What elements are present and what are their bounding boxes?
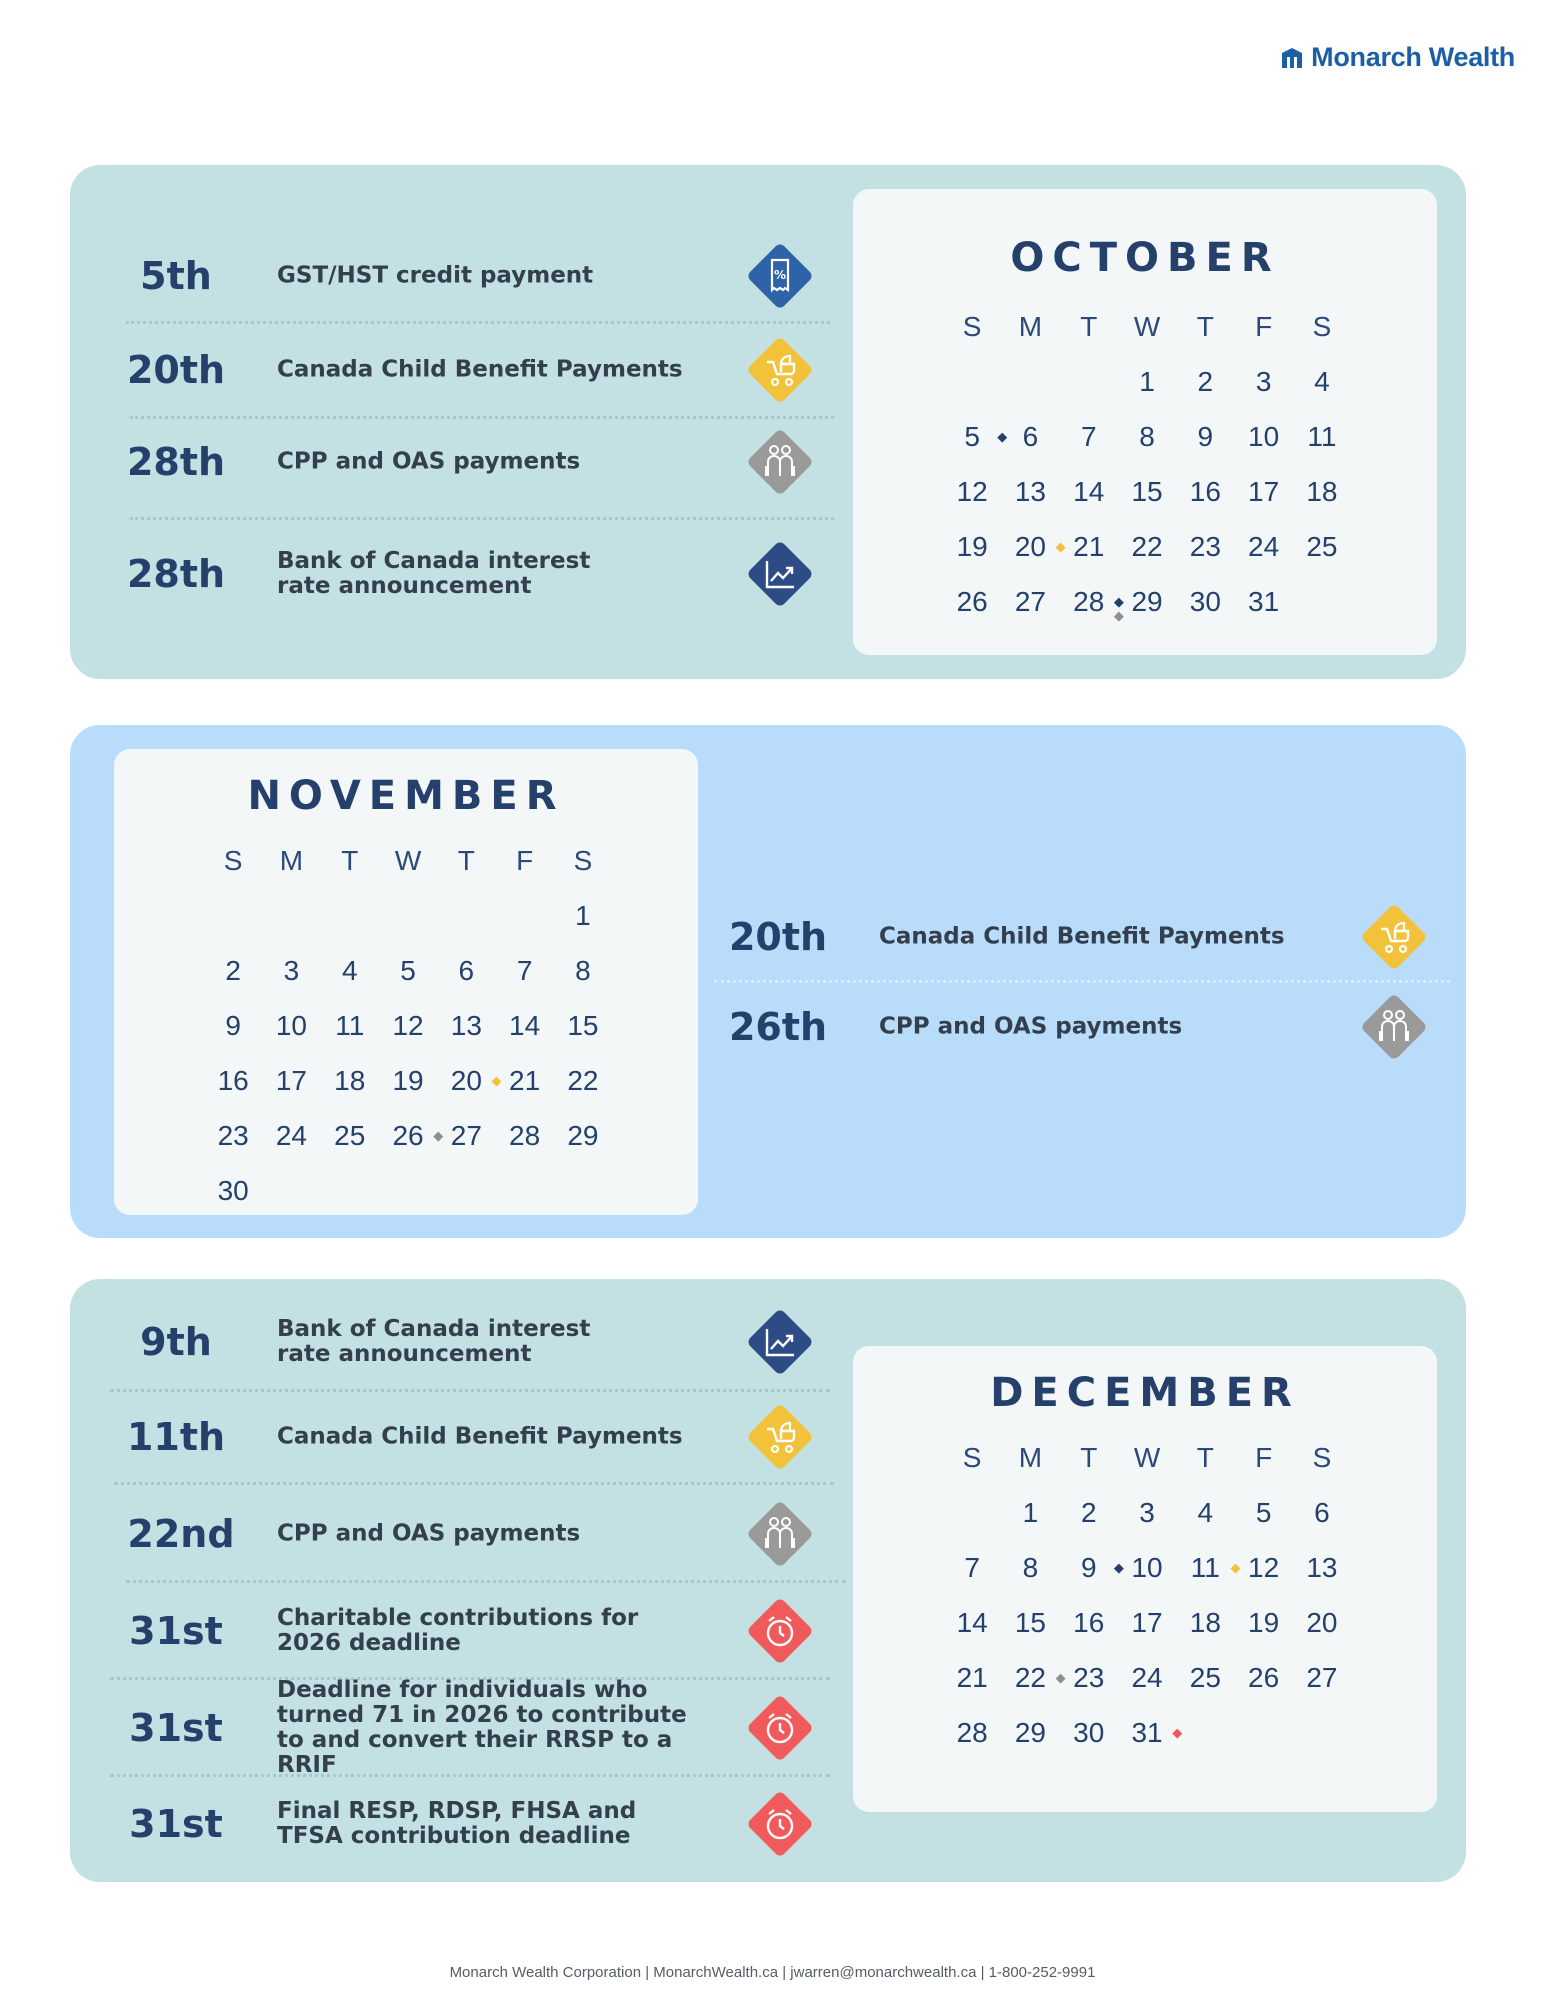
- calendar-day: 14: [956, 1607, 988, 1638]
- event-marker-icon: ◆: [1055, 1670, 1066, 1685]
- calendar-day: 1: [1022, 1497, 1039, 1528]
- divider: [126, 321, 830, 324]
- october-panel: [70, 165, 1466, 679]
- receipt-percent-icon: [742, 238, 818, 314]
- december-panel: [70, 1279, 1466, 1882]
- calendar-day: 5: [400, 955, 416, 986]
- calendar-day: 12: [1248, 1552, 1280, 1583]
- calendar-day: 30: [217, 1175, 249, 1206]
- event-text: Bank of Canada interest rate announcement: [277, 1316, 591, 1367]
- weekday-header: S: [1312, 1442, 1332, 1473]
- event-date: 31st: [129, 1802, 223, 1846]
- calendar-day: 3: [1255, 366, 1272, 397]
- event-date: 31st: [129, 1609, 223, 1653]
- calendar-day: 16: [1189, 476, 1221, 507]
- calendar-day: 24: [1248, 531, 1280, 562]
- weekday-header: T: [1196, 311, 1214, 342]
- chart-trend-icon: [742, 536, 818, 612]
- weekday-header: S: [962, 1442, 982, 1473]
- calendar-day: 17: [1248, 476, 1280, 507]
- stroller-icon: [742, 332, 818, 408]
- calendar-day: 9: [225, 1010, 241, 1041]
- event-date: 31st: [129, 1706, 223, 1750]
- calendar-day: 19: [956, 531, 988, 562]
- divider: [714, 980, 1450, 983]
- calendar-day: 20 ◆: [450, 1065, 502, 1096]
- calendar-day: 22: [1131, 531, 1163, 562]
- divider: [130, 416, 834, 419]
- empty-day: [943, 1485, 1001, 1540]
- calendar-day: 4: [1197, 1497, 1214, 1528]
- calendar-day: 10: [1131, 1552, 1163, 1583]
- empty-day: [1060, 354, 1118, 409]
- calendar-day: 8: [1022, 1552, 1039, 1583]
- calendar-day: 29: [567, 1120, 599, 1151]
- calendar-day: 2: [225, 955, 241, 986]
- empty-day: [943, 354, 1001, 409]
- event-date: 9th: [140, 1320, 212, 1364]
- event-marker-icon: ◆: [1113, 1560, 1124, 1575]
- calendar-day: 20 ◆: [1014, 531, 1066, 562]
- calendar-day: 1: [575, 900, 591, 931]
- event-marker-icon: ◆: [433, 1128, 444, 1143]
- calendar-day: 7: [516, 955, 533, 986]
- empty-day: [379, 888, 437, 943]
- event-marker-icon: ◆: [1055, 539, 1066, 554]
- weekday-header: F: [1255, 311, 1273, 342]
- weekday-header: W: [1133, 311, 1161, 342]
- empty-day: [204, 888, 262, 943]
- calendar-day: 31 ◆: [1131, 1717, 1183, 1748]
- calendar-day: 15: [1131, 476, 1163, 507]
- event-text: Deadline for individuals who turned 71 in 2026 to contribute to and convert their RRSP to a RRIF: [277, 1677, 687, 1778]
- event-date: 22nd: [127, 1512, 235, 1556]
- calendar-day: 26: [956, 586, 988, 617]
- event-text: GST/HST credit payment: [277, 262, 594, 289]
- weekday-header: T: [457, 845, 475, 876]
- calendar-day: 20: [1306, 1607, 1338, 1638]
- empty-day: [495, 888, 553, 943]
- calendar-day: 28: [956, 1717, 988, 1748]
- event-text: Charitable contributions for 2026 deadline: [277, 1605, 639, 1656]
- calendar-day: 25: [1306, 531, 1338, 562]
- calendar-day: 13: [1306, 1552, 1338, 1583]
- december-calendar: [853, 1346, 1437, 1812]
- calendar-day: 24: [275, 1120, 308, 1151]
- calendar-day: 12: [956, 476, 988, 507]
- calendar-day: 19: [392, 1065, 424, 1096]
- weekday-header: F: [516, 845, 534, 876]
- weekday-header: S: [573, 845, 593, 876]
- weekday-header: T: [1080, 311, 1098, 342]
- calendar-day: 13: [1014, 476, 1047, 507]
- event-date: 20th: [728, 915, 828, 959]
- calendar-day: 23: [1073, 1662, 1105, 1693]
- calendar-day: 2: [1197, 366, 1214, 397]
- calendar-grid: [204, 833, 612, 1218]
- calendar-day: 11 ◆: [1190, 1552, 1241, 1583]
- event-text: CPP and OAS payments: [277, 448, 581, 475]
- calendar-day: 16: [1073, 1607, 1105, 1638]
- event-text: CPP and OAS payments: [879, 1013, 1183, 1040]
- calendar-day: 13: [450, 1010, 482, 1041]
- month-title: OCTOBER: [1010, 235, 1280, 281]
- empty-day: [437, 888, 495, 943]
- month-title: NOVEMBER: [247, 773, 565, 819]
- november-panel: [70, 725, 1466, 1238]
- weekday-header: M: [279, 845, 304, 876]
- calendar-day: 11: [335, 1010, 365, 1041]
- calendar-day: 30: [1189, 586, 1221, 617]
- alarm-clock-icon: [742, 1786, 818, 1862]
- event-marker-icon: ◆: [1113, 608, 1124, 623]
- calendar-day: 15: [1014, 1607, 1047, 1638]
- divider: [110, 1389, 830, 1392]
- calendar-day: 3: [283, 955, 300, 986]
- weekday-header: F: [1255, 1442, 1273, 1473]
- calendar-day: 25: [1189, 1662, 1221, 1693]
- event-marker-icon: ◆: [491, 1073, 502, 1088]
- calendar-day: 6: [1314, 1497, 1330, 1528]
- divider: [110, 1774, 830, 1777]
- calendar-day: 23: [1189, 531, 1221, 562]
- event-date: 20th: [126, 348, 226, 392]
- divider: [114, 1482, 834, 1485]
- calendar-day: 4: [341, 955, 358, 986]
- divider: [126, 1580, 846, 1583]
- weekday-header: M: [1018, 1442, 1043, 1473]
- event-date: 28th: [126, 440, 226, 484]
- calendar-day: 28: [509, 1120, 541, 1151]
- calendar-day: 26 ◆: [392, 1120, 444, 1151]
- calendar-day: 2: [1080, 1497, 1097, 1528]
- chart-trend-icon: [742, 1304, 818, 1380]
- calendar-day: 10: [1248, 421, 1280, 452]
- calendar-day: 23: [217, 1120, 249, 1151]
- calendar-day: 14: [509, 1010, 541, 1041]
- calendar-day: 10: [275, 1010, 308, 1041]
- calendar-day: 21: [1073, 531, 1105, 562]
- calendar-day: 19: [1248, 1607, 1280, 1638]
- calendar-day: 18: [334, 1065, 366, 1096]
- calendar-day: 1: [1139, 366, 1155, 397]
- calendar-day: 18: [1306, 476, 1338, 507]
- event-text: CPP and OAS payments: [277, 1520, 581, 1547]
- event-text: Canada Child Benefit Payments: [277, 1423, 683, 1450]
- calendar-day: 3: [1139, 1497, 1155, 1528]
- seniors-icon: [742, 424, 818, 500]
- brand-logo: [1281, 42, 1515, 73]
- event-text: Final RESP, RDSP, FHSA and TFSA contribution deadline: [277, 1798, 637, 1849]
- stroller-icon: [742, 1399, 818, 1475]
- calendar-day: 26: [1248, 1662, 1280, 1693]
- alarm-clock-icon: [742, 1690, 818, 1766]
- calendar-day: 17: [275, 1065, 308, 1096]
- calendar-day: 17: [1131, 1607, 1163, 1638]
- weekday-header: S: [1312, 311, 1332, 342]
- calendar-day: 9 ◆: [1080, 1552, 1124, 1583]
- event-text: Canada Child Benefit Payments: [277, 356, 683, 383]
- calendar-day: 16: [217, 1065, 249, 1096]
- calendar-grid: [943, 1430, 1351, 1760]
- calendar-grid: [943, 299, 1351, 629]
- calendar-day: 21: [956, 1662, 988, 1693]
- month-title: DECEMBER: [990, 1370, 1300, 1416]
- footer-contact: Monarch Wealth Corporation | MonarchWealth.ca | jwarren@monarchwealth.ca | 1-800-252-9991: [449, 1964, 1096, 1981]
- event-marker-icon: ◆: [1172, 1725, 1183, 1740]
- calendar-day: 6: [458, 955, 475, 986]
- weekday-header: W: [1133, 1442, 1161, 1473]
- empty-day: [262, 888, 320, 943]
- event-marker-icon: ◆: [1113, 594, 1124, 609]
- weekday-header: S: [962, 311, 982, 342]
- seniors-icon: [1356, 989, 1432, 1065]
- calendar-day: 24: [1131, 1662, 1163, 1693]
- monarch-logo-icon: [1281, 47, 1303, 69]
- svg-text:%: %: [773, 268, 787, 282]
- calendar-day: 14: [1073, 476, 1105, 507]
- november-calendar: [114, 749, 698, 1215]
- event-date: 11th: [126, 1415, 226, 1459]
- stroller-icon: [1356, 899, 1432, 975]
- calendar-day: 15: [567, 1010, 599, 1041]
- calendar-day: 27: [1014, 586, 1047, 617]
- calendar-day: 27: [1306, 1662, 1338, 1693]
- calendar-day: 8: [1139, 421, 1155, 452]
- event-date: 28th: [126, 552, 226, 596]
- calendar-day: 22: [567, 1065, 599, 1096]
- brand-name: Monarch Wealth: [1311, 42, 1515, 72]
- weekday-header: W: [394, 845, 422, 876]
- weekday-header: T: [1196, 1442, 1214, 1473]
- october-calendar: [853, 189, 1437, 655]
- calendar-day: 7: [1080, 421, 1097, 452]
- calendar-day: 25: [334, 1120, 366, 1151]
- calendar-day: 9: [1197, 421, 1214, 452]
- calendar-day: 6: [1022, 421, 1039, 452]
- calendar-day: 5 ◆: [964, 421, 1008, 452]
- event-marker-icon: ◆: [1230, 1560, 1241, 1575]
- event-text: Bank of Canada interest rate announcement: [277, 548, 591, 599]
- calendar-day: 18: [1189, 1607, 1221, 1638]
- event-date: 26th: [728, 1005, 828, 1049]
- calendar-day: 7: [964, 1552, 980, 1583]
- calendar-day: 12: [392, 1010, 424, 1041]
- calendar-day: 28 ◆ ◆: [1073, 586, 1124, 623]
- weekday-header: T: [1080, 1442, 1098, 1473]
- seniors-icon: [742, 1496, 818, 1572]
- event-date: 5th: [140, 254, 212, 298]
- calendar-day: 29: [1014, 1717, 1047, 1748]
- weekday-header: T: [341, 845, 359, 876]
- calendar-day: 30: [1073, 1717, 1105, 1748]
- calendar-day: 29: [1131, 586, 1163, 617]
- calendar-day: 5: [1255, 1497, 1272, 1528]
- calendar-day: 11: [1307, 421, 1337, 452]
- calendar-day: 21: [509, 1065, 541, 1096]
- weekday-header: S: [223, 845, 243, 876]
- alarm-clock-icon: [742, 1593, 818, 1669]
- calendar-day: 8: [575, 955, 591, 986]
- event-text: Canada Child Benefit Payments: [879, 923, 1285, 950]
- weekday-header: M: [1018, 311, 1043, 342]
- calendar-day: 31: [1248, 586, 1280, 617]
- empty-day: [1001, 354, 1059, 409]
- event-marker-icon: ◆: [997, 429, 1008, 444]
- divider: [130, 517, 834, 520]
- calendar-day: 22 ◆: [1014, 1662, 1066, 1693]
- empty-day: [321, 888, 379, 943]
- calendar-day: 27: [450, 1120, 482, 1151]
- calendar-day: 4: [1314, 366, 1330, 397]
